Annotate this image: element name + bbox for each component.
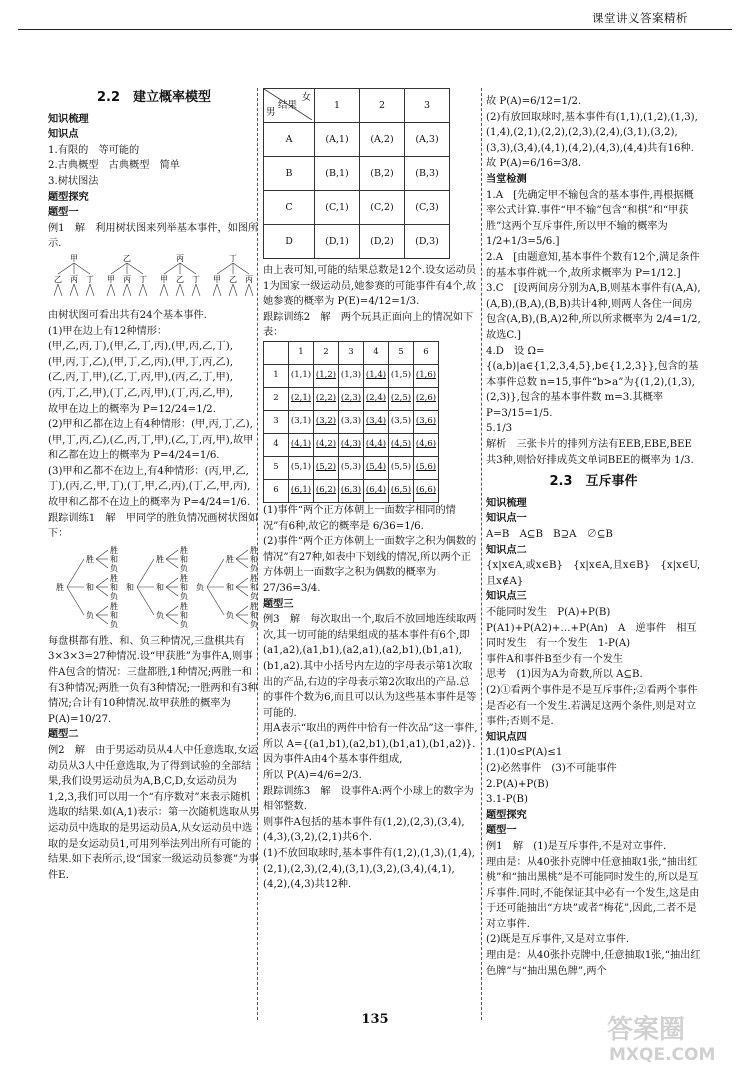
table-cell: (6,1)	[289, 479, 314, 502]
table-cell: (6,4)	[364, 479, 389, 502]
tree-node-label: 丁	[192, 274, 200, 284]
tree-edge	[217, 263, 233, 274]
tree-edge	[166, 587, 178, 596]
tree-node-label: 丁	[139, 274, 147, 284]
table-row	[264, 364, 439, 387]
table-cell: (4,4)	[364, 433, 389, 456]
text-paragraph: 理由是：从40张扑克牌中任意抽取1张,“抽出红桃”和“抽出黑桃”是不可能同时发生的,所以是互斥事件.同时,不能保证其中必有一个发生,这是由于还可能抽出“方块”或者“梅花”,因此,二者不是对立事件.	[486, 856, 700, 930]
row-header: A	[264, 123, 315, 157]
table-cell: (1,2)	[314, 364, 339, 387]
tree-leaf-label: 负	[110, 563, 118, 573]
win-loss-tree-diagram	[48, 542, 260, 634]
tree-edge	[249, 284, 253, 296]
tree-leaf-label: 和	[180, 554, 188, 564]
tree-leaf-label: 负	[110, 619, 118, 629]
tree-node-label: 丁	[86, 274, 94, 284]
text-line: (甲,乙,丙,丁),(甲,乙,丁,丙),(甲,丙,乙,丁),	[48, 341, 233, 353]
row-header: D	[264, 225, 315, 259]
tree-edge	[74, 284, 78, 296]
tree-edge	[96, 587, 108, 596]
tree-node-label: 负	[156, 610, 164, 620]
tree-leaf-label: 和	[250, 554, 258, 564]
tree-root-label: 甲	[70, 253, 78, 263]
example-text: 例1 解 (1)是互斥事件,不是对立事件.	[486, 840, 667, 852]
tree-leaf-label: 胜	[180, 545, 188, 555]
table-row	[264, 157, 450, 191]
tree-edge	[236, 587, 248, 596]
tree-edge	[229, 284, 233, 296]
text-line: 3.树状图法	[48, 175, 99, 187]
tree-edge	[164, 263, 180, 274]
text-paragraph: (2)有放回取球时,基本事件有(1,1),(1,2),(1,3),(1,4),(2,1),(2,2),(2,3),(2,4),(3,1),(3,2),(3,3),(3,4),(4,1),(4,2),(4,3),(4,4)共有16种.	[486, 111, 698, 154]
tree-edge	[86, 284, 90, 296]
tree-edge	[67, 587, 84, 615]
text-line: 由树状图可看出共有24个基本事件.	[48, 309, 207, 321]
tree-edge	[166, 578, 178, 587]
text-line: {x|x∈A,或x∈B} {x|x∈A,且x∈B} {x|x∈U,且x∉A}	[486, 560, 701, 587]
table-cell: (1,3)	[339, 364, 364, 387]
table-cell: (A,1)	[315, 123, 360, 157]
table-cell: (A,3)	[405, 123, 450, 157]
tree-edge	[196, 284, 200, 296]
table-row	[264, 433, 439, 456]
table-cell: (C,3)	[405, 191, 450, 225]
row-header: B	[264, 157, 315, 191]
tree-edge	[139, 284, 143, 296]
text-line: (丙,丁,乙,甲),(丁,乙,丙,甲),(丁,丙,乙,甲),	[48, 387, 233, 399]
column-header: 3	[405, 89, 450, 123]
watermark-url: MXQE.COM	[609, 1045, 716, 1065]
text-paragraph: 理由是：从40张扑克牌中,任意抽取1张,“抽出红色牌”与“抽出黑色牌”,两个	[486, 950, 701, 977]
tree-edge	[166, 550, 178, 559]
row-header: 5	[264, 456, 289, 479]
section-title: 2.2 建立概率模型	[96, 90, 212, 105]
heading: 题型一	[48, 207, 79, 219]
tree-node-label: 负	[226, 610, 234, 620]
text-paragraph: (2)事件“两个正方体朝上一面数字之积为偶数的情况”有27种,如表中下划线的情况,所以两个正方体朝上一面数字之积为偶数的概率为 27/36=3/4.	[263, 536, 477, 594]
column-header: 4	[364, 341, 389, 364]
tree-node-label: 乙	[229, 274, 237, 284]
tree-edge	[164, 284, 168, 296]
tree-edge	[166, 559, 178, 568]
tree-leaf-label: 负	[110, 591, 118, 601]
tree-edge	[96, 615, 108, 624]
text-paragraph: (1)事件“两个正方体朝上一面数字相同的情况”有6种,故它的概率是 6/36=1/6.	[263, 504, 456, 532]
tree-edge	[233, 263, 249, 274]
practice-text: 跟踪训练2 解 两个玩具正面向上的情况如下表：	[263, 311, 474, 339]
tree-edge	[96, 578, 108, 587]
table-cell: (3,5)	[389, 410, 414, 433]
heading: 题型二	[48, 729, 79, 741]
tree-edge	[245, 284, 249, 296]
text-line: (1)甲在边上有12种情形：	[48, 325, 168, 337]
tree-leaf-label: 负	[180, 591, 188, 601]
heading: 知识点一	[486, 513, 527, 525]
tree-leaf-label: 胜	[180, 601, 188, 611]
column-header: 1	[289, 341, 314, 364]
tree-node-label: 乙	[54, 274, 62, 284]
text-paragraph: 每盘棋都有胜、和、负三种情况,三盘棋共有3×3×3=27种情况.设“甲获胜”为事件A,则事件A包含的情况：三盘都胜,1种情况;两胜一和有3种情况;两胜一负有3种情况;一胜两和有3种情况;合计有10种情况.故甲获胜的概率为 P(A)=10/27.	[48, 635, 258, 725]
table-cell: (4,5)	[389, 433, 414, 456]
heading: 当堂检测	[486, 173, 527, 185]
table-row	[264, 479, 439, 502]
tree-edge	[111, 284, 115, 296]
tree-edge	[137, 587, 154, 615]
text-line: 故 P(A)=6/16=3/8.	[486, 158, 582, 170]
tree-edge	[160, 284, 164, 296]
table-cell: (D,3)	[405, 225, 450, 259]
tree-edge	[127, 284, 131, 296]
tree-node-label: 甲	[107, 274, 115, 284]
column-header: 3	[339, 341, 364, 364]
tree-leaf-label: 胜	[250, 601, 258, 611]
tree-leaf-label: 和	[110, 582, 118, 592]
table-cell: (1,6)	[414, 364, 439, 387]
header-rule	[18, 29, 732, 30]
column-header: 2	[360, 89, 405, 123]
table-row	[264, 456, 439, 479]
tree-edge	[143, 284, 147, 296]
text-line: 不能同时发生 P(A)+P(B)	[486, 607, 611, 618]
table-cell: (5,3)	[339, 456, 364, 479]
tree-node-label: 胜	[226, 554, 234, 564]
tree-edge	[236, 615, 248, 624]
column-left	[48, 88, 260, 883]
answer-item: 3.C [设两间房分别为A,B,则基本事件有(A,A),(A,B),(B,A),(B,B)共计4种,则两人各住一间房包含(A,B),(B,A)2种,所以所求概率为 2/4=1/2,故选C.]	[486, 283, 701, 341]
tree-node-label: 胜	[156, 554, 164, 564]
tree-leaf-label: 胜	[250, 545, 258, 555]
table-cell: (2,6)	[414, 387, 439, 410]
heading: 知识梳理	[486, 497, 527, 509]
tree-edge	[127, 263, 143, 274]
example-text: 例1 解 利用树状图来列举基本事件，如图所示.	[48, 222, 259, 250]
text-line: (甲,丙,丁,乙),(甲,丁,乙,丙),(甲,丁,丙,乙),	[48, 356, 233, 368]
running-header: 课堂讲义答案精析	[592, 11, 688, 25]
tree-edge	[236, 578, 248, 587]
tree-edge	[74, 263, 90, 274]
table-row	[264, 191, 450, 225]
text-paragraph: (1)不放回取球时,基本事件有(1,2),(1,3),(1,4),(2,1),(2,3),(2,4),(3,1),(3,2),(3,4),(4,1),(4,2),(4,3)共12种.	[263, 848, 475, 891]
heading: 题型三	[263, 598, 294, 610]
tree-edge	[96, 550, 108, 559]
tree-edge	[123, 284, 127, 296]
table-cell: (4,3)	[339, 433, 364, 456]
tree-edge	[96, 559, 108, 568]
text-line: 1.有限的 等可能的	[48, 144, 140, 156]
tree-node-label: 甲	[213, 274, 221, 284]
table-cell: (1,4)	[364, 364, 389, 387]
table-cell: (2,1)	[289, 387, 314, 410]
text-line: A=B A⊆B B⊇A ∅⊆B	[486, 529, 613, 541]
tree-leaf-label: 负	[250, 619, 258, 629]
tree-edge	[137, 559, 154, 587]
watermark-logo	[601, 1008, 736, 1066]
tree-node-label: 和	[226, 582, 234, 592]
tree-root-label: 丁	[229, 253, 237, 263]
table-cell: (5,1)	[289, 456, 314, 479]
table-cell: (B,1)	[315, 157, 360, 191]
table-cell: (C,2)	[360, 191, 405, 225]
table-cell: (4,6)	[414, 433, 439, 456]
tree-node-label: 丙	[123, 274, 131, 284]
answer-item: 5.1/3	[486, 423, 513, 435]
table-cell: (3,1)	[289, 410, 314, 433]
text-line: 事件A和事件B至少有一个发生	[486, 653, 624, 665]
corner-label-result: 结果	[278, 100, 298, 111]
corner-label-female: 女	[301, 92, 311, 103]
page-number: 135	[361, 1012, 389, 1027]
heading: 知识点二	[486, 544, 527, 556]
text-line: 所以 P(A)=4/6=2/3.	[263, 770, 362, 782]
table-cell: (C,1)	[315, 191, 360, 225]
tree-edge	[176, 284, 180, 296]
tree-svg	[48, 252, 260, 308]
table-row	[264, 410, 439, 433]
tree-leaf-label: 和	[110, 610, 118, 620]
tree-leaf-label: 负	[180, 619, 188, 629]
tree-root-label: 和	[126, 582, 134, 592]
text-paragraph: 用A表示“取出的两件中恰有一件次品”这一事件,所以 A={(a1,b1),(a2,b1),(b1,a1),(b1,a2)}.	[263, 723, 478, 750]
tree-edge	[96, 606, 108, 615]
table-corner	[264, 89, 315, 123]
table-cell: (B,3)	[405, 157, 450, 191]
tree-node-label: 和	[156, 582, 164, 592]
practice-text: 跟踪训练3 解 设事件A:两个小球上的数字为相邻整数.	[263, 785, 474, 813]
tree-root-label: 胜	[56, 582, 64, 592]
row-header: 4	[264, 433, 289, 456]
text-line: 思考 (1)因为A为奇数,所以 A⊆B.	[486, 669, 643, 681]
table-cell: (5,2)	[314, 456, 339, 479]
table-cell: (5,6)	[414, 456, 439, 479]
tree-edge	[233, 284, 237, 296]
text-line: (乙,丙,丁,甲),(乙,丁,丙,甲),(丙,乙,丁,甲),	[48, 372, 233, 384]
text-line: 3.1-P(B)	[486, 794, 528, 806]
tree-edge	[236, 606, 248, 615]
table-cell: (3,6)	[414, 410, 439, 433]
tree-edge	[207, 559, 224, 587]
text-line: (2)既是互斥事件,又是对立事件.	[486, 934, 630, 946]
tree-root-label: 负	[196, 582, 204, 592]
tree-node-label: 丙	[245, 274, 253, 284]
corner-label-male: 男	[266, 107, 276, 119]
tree-edge	[54, 284, 58, 296]
heading: 知识梳理	[48, 113, 89, 125]
table-cell: (6,2)	[314, 479, 339, 502]
row-header: 6	[264, 479, 289, 502]
table-cell: (D,2)	[360, 225, 405, 259]
tree-edge	[236, 550, 248, 559]
tree-leaf-label: 胜	[180, 573, 188, 583]
text-line: 1.(1)0≤P(A)≤1	[486, 747, 563, 759]
table-cell: (3,4)	[364, 410, 389, 433]
tree-leaf-label: 和	[250, 582, 258, 592]
tree-edge	[58, 284, 62, 296]
heading: 知识点	[48, 129, 79, 141]
example-text: 例3 解 每次取出一个,取后不放回地连续取两次,其一切可能的结果组成的基本事件有6个,即(a1,a2),(a1,b1),(a2,a1),(a2,b1),(b1,a1),(b1,a2).其中小括号内左边的字母表示第1次取出的产品,右边的字母表示第2次取出的产品.总的事件个数为6,而且可以认为这些基本事件是等可能的.	[263, 614, 477, 719]
text-line: P(A1)+P(A2)+…+P(An) A 逆事件 相互 同时发生 有一个发生 1-P(A)	[486, 622, 707, 650]
athlete-table	[263, 88, 450, 259]
dice-table	[263, 341, 439, 503]
tree-leaf-label: 和	[110, 554, 118, 564]
column-divider	[481, 88, 482, 1020]
text-paragraph: (3)甲和乙都不在边上,有4种情形：(丙,甲,乙,丁),(丙,乙,甲,丁),(丁,甲,乙,丙),(丁,乙,甲,丙),故甲和乙都不在边上的概率为 P=4/24=1/6.	[48, 465, 251, 509]
tree-root-label: 乙	[123, 253, 131, 263]
table-cell: (5,5)	[389, 456, 414, 479]
tree-leaf-label: 负	[250, 563, 258, 573]
row-header: 1	[264, 364, 289, 387]
table-cell: (B,2)	[360, 157, 405, 191]
table-row	[264, 123, 450, 157]
tree-edge	[111, 263, 127, 274]
table-cell: (1,5)	[389, 364, 414, 387]
table-cell: (D,1)	[315, 225, 360, 259]
heading: 知识点三	[486, 591, 527, 603]
table-cell: (2,3)	[339, 387, 364, 410]
column-header: 1	[315, 89, 360, 123]
tree-edge	[180, 284, 184, 296]
tree-edge	[67, 559, 84, 587]
section-title: 2.3 互斥事件	[549, 474, 638, 490]
tree-edge	[192, 284, 196, 296]
tree2-svg	[48, 542, 260, 634]
table-cell: (5,4)	[364, 456, 389, 479]
practice-text: 跟踪训练1 解 甲同学的胜负情况画树状图如下：	[48, 512, 259, 540]
tree-leaf-label: 负	[250, 591, 258, 601]
row-header: 2	[264, 387, 289, 410]
tree-leaf-label: 负	[180, 563, 188, 573]
tree-edge	[213, 284, 217, 296]
tree-node-label: 乙	[176, 274, 184, 284]
text-paragraph: 则事件A包括的基本事件有(1,2),(2,3),(3,4),(4,3),(3,2),(2,1)共6个.	[263, 816, 465, 844]
column-middle	[263, 88, 478, 893]
column-header: 2	[314, 341, 339, 364]
row-header: 3	[264, 410, 289, 433]
tree-edge	[166, 606, 178, 615]
answer-item: 4.D 设 Ω={(a,b)|a∈{1,2,3,4,5},b∈{1,2,3}},包含的基本事件总数 n=15,事件“b>a”为{(1,2),(1,3),(2,3)},包含的基本事件数 m=3.其概率 P=3/15=1/5.	[486, 345, 699, 419]
watermark-text: 答案圈	[607, 1015, 686, 1045]
table-cell: (6,5)	[389, 479, 414, 502]
table-cell: (2,2)	[314, 387, 339, 410]
text-paragraph: (2)①看两个事件是不是互斥事件;②看两个事件是否必有一个发生.若满足这两个条件,则是对立事件;否则不是.	[486, 684, 698, 728]
tree-leaf-label: 和	[180, 610, 188, 620]
tree-leaf-label: 胜	[110, 573, 118, 583]
text-line: 因为事件A由4个基本事件组成,	[263, 754, 403, 766]
tree-edge	[70, 284, 74, 296]
tree-edge	[58, 263, 74, 274]
answer-item: 2.A [由题意知,基本事件个数有12个,满足条件的基本事件就一个,故所求概率为 P=1/12.]	[486, 251, 700, 279]
tree-root-label: 丙	[176, 253, 184, 263]
column-header: 5	[389, 341, 414, 364]
tree-leaf-label: 胜	[110, 601, 118, 611]
table-cell: (3,2)	[314, 410, 339, 433]
table-cell: (2,4)	[364, 387, 389, 410]
text-line: 故 P(A)=6/12=1/2.	[486, 96, 582, 107]
heading: 题型探究	[486, 809, 527, 821]
heading: 题型探究	[48, 191, 89, 203]
tree-edge	[90, 284, 94, 296]
column-right	[486, 94, 707, 979]
table-row	[264, 387, 439, 410]
table-corner	[264, 341, 289, 364]
tree-node-label: 负	[86, 610, 94, 620]
table-cell: (6,3)	[339, 479, 364, 502]
text-paragraph: 由上表可知,可能的结果总数是12个.设女运动员1为国家一级运动员,她参赛的可能事件有4个,故她参赛的概率为 P(E)=4/12=1/3.	[263, 265, 477, 308]
tree-edge	[166, 615, 178, 624]
example-text: 例2 解 由于男运动员从4人中任意选取,女运动员从3人中任意选取,为了得到试验的全部结果,我们设男运动员为A,B,C,D,女运动员为1,2,3,我们可以用一个“有序数对”来表示随机选取的结果.如(A,1)表示：第一次随机选取从男运动员中选取的是男运动员A,从女运动员中选取的是女运动员1,可用列举法列出所有可能的结果.如下表所示,设“国家一级运动员参赛”为事件E.	[48, 745, 260, 881]
table-cell: (1,1)	[289, 364, 314, 387]
tree-edge	[236, 559, 248, 568]
tree-edge	[207, 587, 224, 615]
column-header: 6	[414, 341, 439, 364]
tree-node-label: 胜	[86, 554, 94, 564]
tree-node-label: 和	[86, 582, 94, 592]
tree-leaf-label: 胜	[250, 573, 258, 583]
table-row	[264, 225, 450, 259]
text-line: (2)必然事件 (3)不可能事件	[486, 762, 617, 774]
answer-explanation: 解析 三张卡片的排列方法有EEB,EBE,BEE共3种,则恰好排成英文单词BEE的概率为 1/3.	[486, 439, 694, 466]
text-line: 2.古典概型 古典概型 简单	[48, 160, 180, 172]
answer-item: 1.A [先确定甲不输包含的基本事件,再根据概率公式计算.事件“甲不输”包含“和棋”和“甲获胜”这两个互斥事件,所以甲不输的概率为 1/2+1/3=5/6.]	[486, 189, 694, 248]
tree-edge	[217, 284, 221, 296]
tree-leaf-label: 和	[250, 610, 258, 620]
permutation-tree-diagram	[48, 252, 260, 308]
table-cell: (2,5)	[389, 387, 414, 410]
table-cell: (6,6)	[414, 479, 439, 502]
table-cell: (4,1)	[289, 433, 314, 456]
tree-leaf-label: 胜	[110, 545, 118, 555]
tree-node-label: 甲	[160, 274, 168, 284]
text-paragraph: (2)甲和乙都在边上有4种情形：(甲,丙,丁,乙),(甲,丁,丙,乙),(乙,丙,丁,甲),(乙,丁,丙,甲),故甲和乙都在边上的概率为 P=4/24=1/6.	[48, 419, 254, 462]
heading: 题型一	[486, 825, 517, 837]
text-line: 2.P(A)+P(B)	[486, 778, 549, 790]
heading: 知识点四	[486, 731, 527, 743]
tree-node-label: 丙	[70, 274, 78, 284]
table-cell: (4,2)	[314, 433, 339, 456]
table-cell: (A,2)	[360, 123, 405, 157]
tree-edge	[107, 284, 111, 296]
table-cell: (3,3)	[339, 410, 364, 433]
tree-leaf-label: 和	[180, 582, 188, 592]
text-line: 故甲在边上的概率为 P=12/24=1/2.	[48, 403, 216, 415]
tree-edge	[180, 263, 196, 274]
row-header: C	[264, 191, 315, 225]
